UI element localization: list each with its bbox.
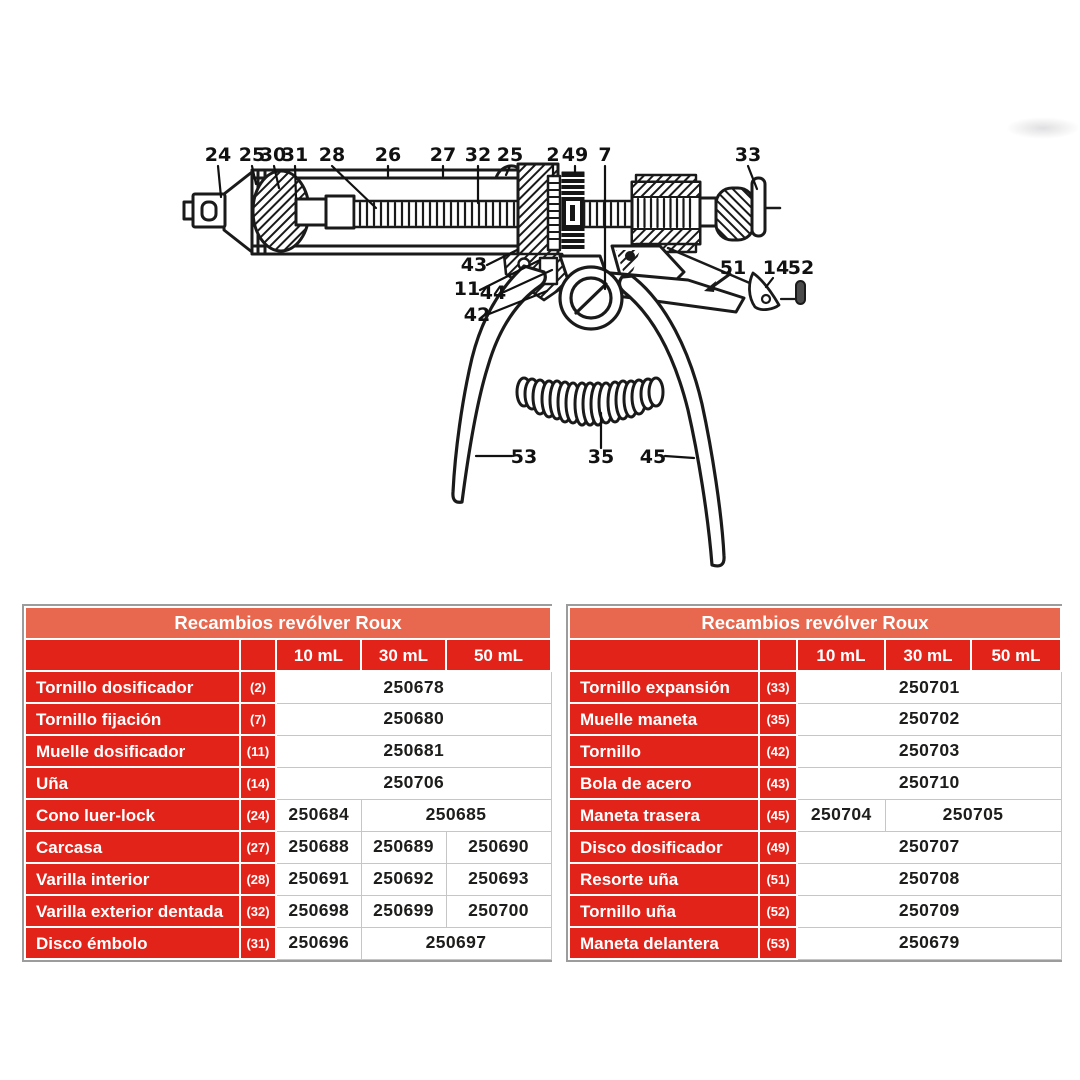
part-code: 250697 — [361, 927, 551, 959]
callout-label-7: 7 — [598, 144, 612, 166]
callout-label-27: 27 — [429, 144, 457, 166]
callout-label-35: 35 — [587, 446, 615, 468]
part-ref-number: (31) — [240, 927, 276, 959]
part-ref-number: (24) — [240, 799, 276, 831]
part-ref-number: (53) — [759, 927, 797, 959]
col-header-50ml: 50 mL — [971, 639, 1061, 671]
callout-label-11: 11 — [453, 278, 481, 300]
callout-label-53: 53 — [510, 446, 538, 468]
table-row — [25, 831, 551, 863]
part-code: 250693 — [446, 863, 551, 895]
part-ref-number: (45) — [759, 799, 797, 831]
callout-label-31: 31 — [281, 144, 309, 166]
table-row — [25, 799, 551, 831]
table-row — [569, 671, 1061, 703]
part-ref-number: (35) — [759, 703, 797, 735]
part-code: 250685 — [361, 799, 551, 831]
size-header-row — [569, 639, 1061, 671]
table-row — [25, 671, 551, 703]
callout-label-45: 45 — [639, 446, 667, 468]
callout-label-28: 28 — [318, 144, 346, 166]
callout-label-14: 14 — [762, 257, 790, 279]
callout-label-26: 26 — [374, 144, 402, 166]
callout-leader-45 — [665, 456, 694, 458]
pawl-pin — [796, 281, 805, 304]
part-name: Uña — [25, 767, 240, 799]
part-code: 250710 — [797, 767, 1061, 799]
part-ref-number: (28) — [240, 863, 276, 895]
nozzle-tip — [184, 194, 225, 227]
part-name: Varilla interior — [25, 863, 240, 895]
callout-label-43: 43 — [460, 254, 488, 276]
part-code: 250691 — [276, 863, 361, 895]
callout-label-25: 25 — [496, 144, 524, 166]
table-row — [569, 895, 1061, 927]
part-name: Bola de acero — [569, 767, 759, 799]
inner-rod — [296, 196, 354, 228]
callout-leader-14 — [766, 278, 773, 287]
part-code: 250708 — [797, 863, 1061, 895]
blank-header — [569, 639, 759, 671]
part-code: 250689 — [361, 831, 446, 863]
part-code: 250709 — [797, 895, 1061, 927]
part-code: 250688 — [276, 831, 361, 863]
table-row — [25, 767, 551, 799]
part-name: Muelle maneta — [569, 703, 759, 735]
part-code: 250700 — [446, 895, 551, 927]
part-name: Disco émbolo — [25, 927, 240, 959]
table-row — [569, 703, 1061, 735]
part-code: 250702 — [797, 703, 1061, 735]
table-row — [569, 831, 1061, 863]
part-name: Tornillo expansión — [569, 671, 759, 703]
expansion-rod — [584, 175, 700, 252]
part-code: 250698 — [276, 895, 361, 927]
part-code: 250696 — [276, 927, 361, 959]
part-code: 250680 — [276, 703, 551, 735]
part-name: Tornillo uña — [569, 895, 759, 927]
blank-header — [25, 639, 240, 671]
callout-leader-31 — [295, 166, 296, 198]
part-code: 250705 — [885, 799, 1061, 831]
part-code: 250678 — [276, 671, 551, 703]
part-ref-number: (42) — [759, 735, 797, 767]
part-name: Resorte uña — [569, 863, 759, 895]
size-header-row — [25, 639, 551, 671]
col-header-10ml: 10 mL — [797, 639, 885, 671]
part-ref-number: (49) — [759, 831, 797, 863]
part-ref-number: (43) — [759, 767, 797, 799]
callout-label-25: 25 — [238, 144, 266, 166]
dosing-disc — [562, 172, 584, 250]
part-code: 250690 — [446, 831, 551, 863]
part-name: Disco dosificador — [569, 831, 759, 863]
luer-cone — [224, 172, 252, 252]
col-header-30ml: 30 mL — [885, 639, 971, 671]
table-title: Recambios revólver Roux — [569, 607, 1061, 639]
table-row — [25, 927, 551, 959]
callout-label-33: 33 — [734, 144, 762, 166]
table-row — [569, 927, 1061, 959]
parts-table-left — [22, 604, 552, 962]
table-row — [25, 863, 551, 895]
part-name: Tornillo — [569, 735, 759, 767]
part-ref-number: (2) — [240, 671, 276, 703]
part-name: Muelle dosificador — [25, 735, 240, 767]
parts-table-right — [566, 604, 1062, 962]
col-header-10ml: 10 mL — [276, 639, 361, 671]
part-name: Cono luer-lock — [25, 799, 240, 831]
callout-label-32: 32 — [464, 144, 492, 166]
table-row — [569, 735, 1061, 767]
part-name: Maneta delantera — [569, 927, 759, 959]
part-ref-number: (27) — [240, 831, 276, 863]
table-row — [25, 895, 551, 927]
part-code: 250703 — [797, 735, 1061, 767]
part-code: 250679 — [797, 927, 1061, 959]
part-ref-number: (52) — [759, 895, 797, 927]
callout-label-52: 52 — [787, 257, 815, 279]
blank-header — [240, 639, 276, 671]
part-ref-number: (32) — [240, 895, 276, 927]
table-row — [569, 863, 1061, 895]
part-ref-number: (51) — [759, 863, 797, 895]
part-code: 250704 — [797, 799, 885, 831]
rear-handle — [619, 276, 724, 566]
part-code: 250699 — [361, 895, 446, 927]
table-row — [569, 767, 1061, 799]
part-name: Tornillo dosificador — [25, 671, 240, 703]
col-header-50ml: 50 mL — [446, 639, 551, 671]
part-name: Tornillo fijación — [25, 703, 240, 735]
part-name: Maneta trasera — [569, 799, 759, 831]
callout-leader-24 — [218, 166, 221, 197]
part-code: 250684 — [276, 799, 361, 831]
col-header-30ml: 30 mL — [361, 639, 446, 671]
part-code: 250692 — [361, 863, 446, 895]
part-ref-number: (14) — [240, 767, 276, 799]
toothed-rod — [354, 201, 522, 227]
callout-label-49: 49 — [561, 144, 589, 166]
part-code: 250706 — [276, 767, 551, 799]
part-ref-number: (33) — [759, 671, 797, 703]
table-row — [25, 735, 551, 767]
callout-label-44: 44 — [479, 282, 507, 304]
part-ref-number: (11) — [240, 735, 276, 767]
part-name: Carcasa — [25, 831, 240, 863]
part-ref-number: (7) — [240, 703, 276, 735]
callout-label-51: 51 — [719, 257, 747, 279]
blank-header — [759, 639, 797, 671]
handle-spring — [517, 378, 663, 425]
callout-label-30: 30 — [259, 144, 287, 166]
callout-label-2: 2 — [546, 144, 560, 166]
part-code: 250707 — [797, 831, 1061, 863]
table-row — [569, 799, 1061, 831]
part-code: 250681 — [276, 735, 551, 767]
callout-label-24: 24 — [204, 144, 232, 166]
part-name: Varilla exterior dentada — [25, 895, 240, 927]
table-row — [25, 703, 551, 735]
callout-label-42: 42 — [463, 304, 491, 326]
part-code: 250701 — [797, 671, 1061, 703]
table-title: Recambios revólver Roux — [25, 607, 551, 639]
dosing-screw — [548, 176, 560, 250]
